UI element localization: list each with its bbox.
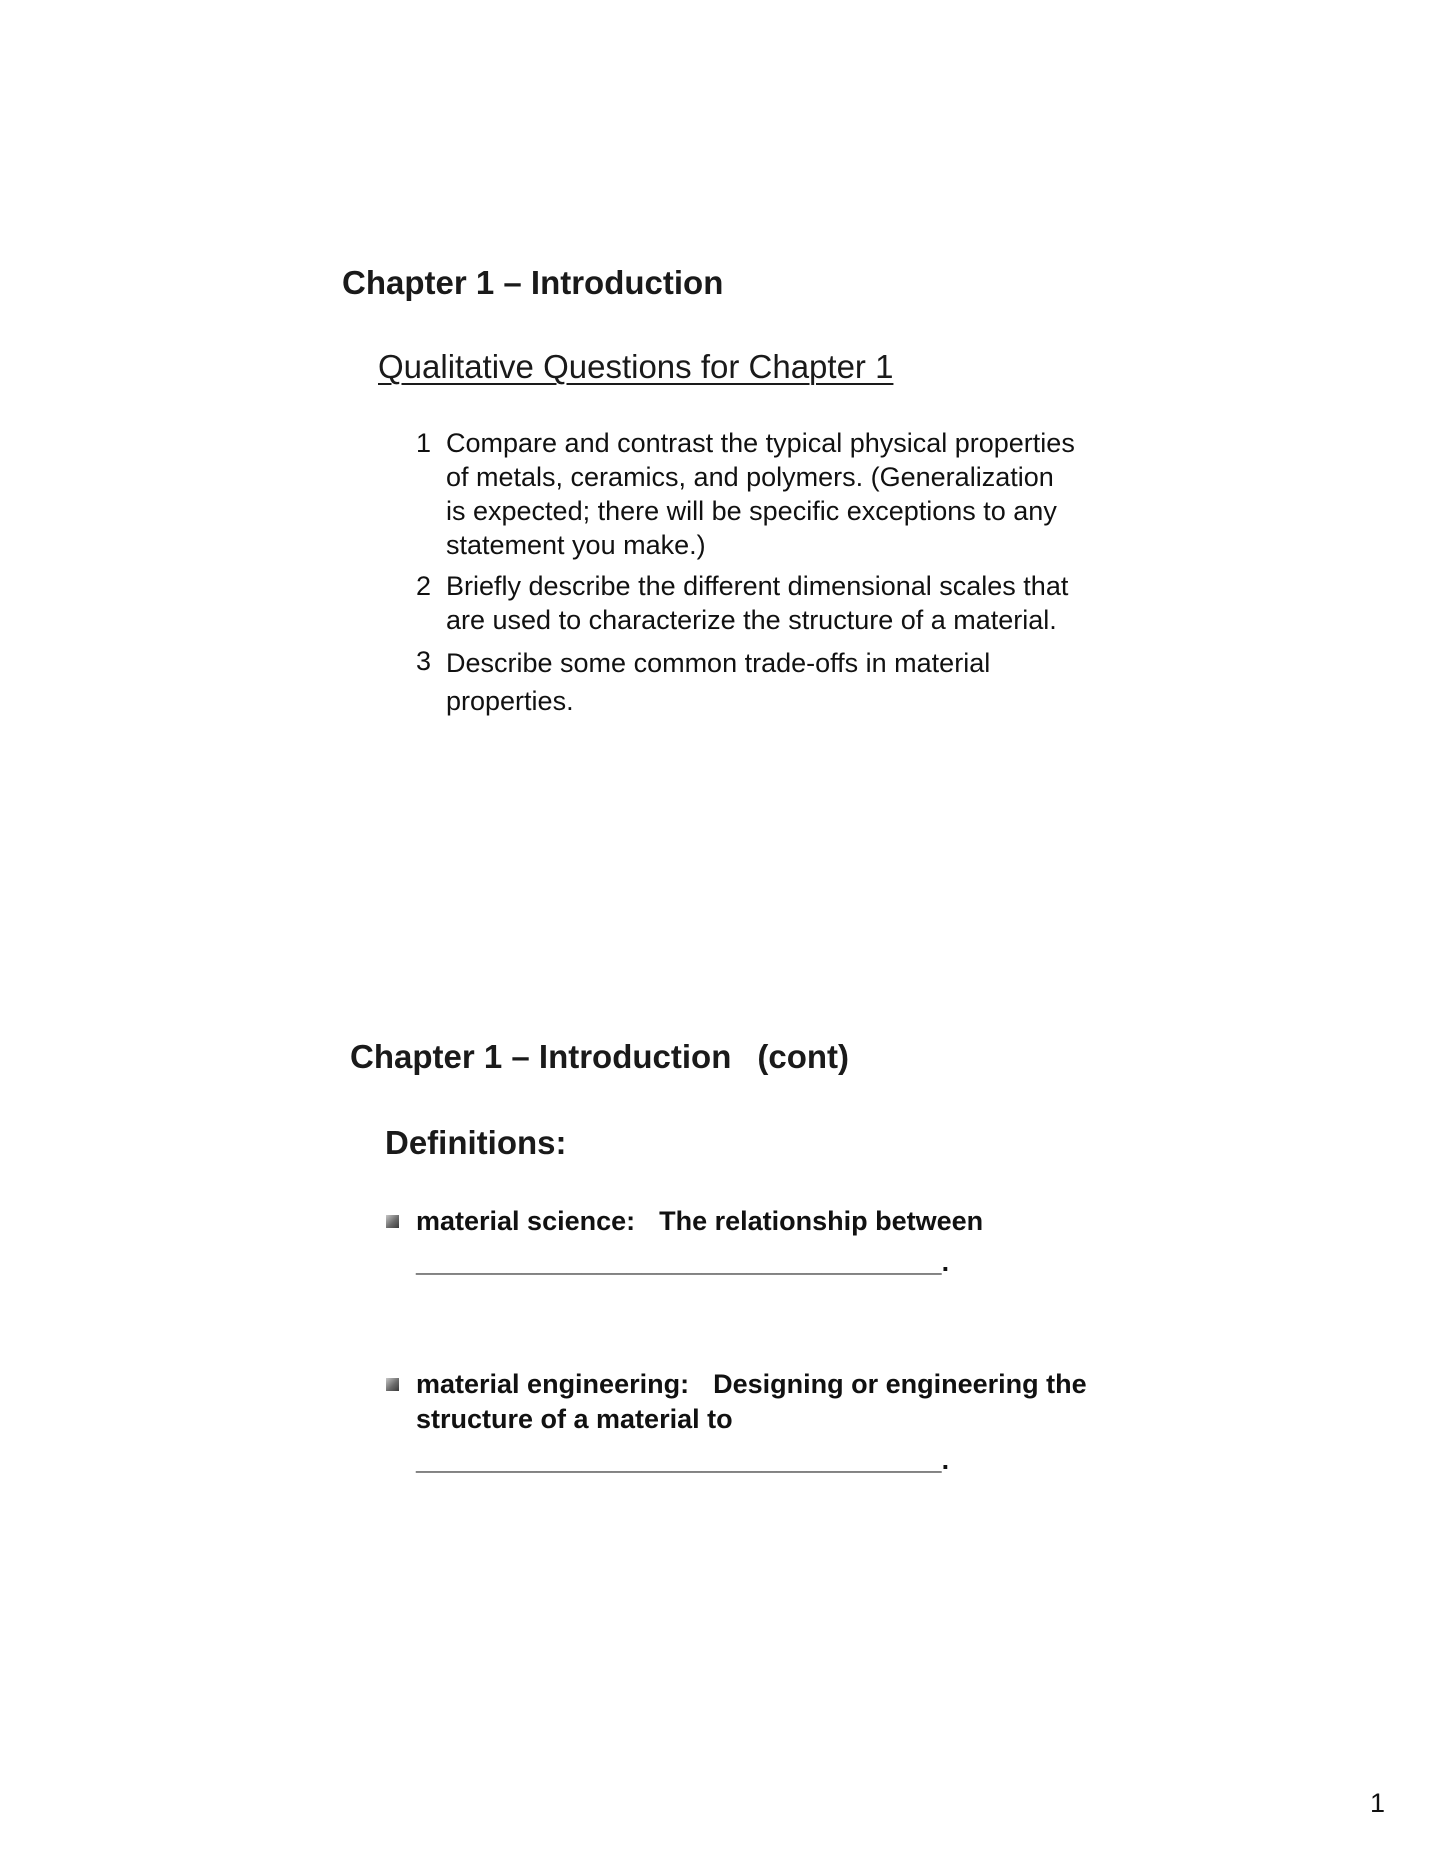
slide1-title: Chapter 1 – Introduction	[342, 264, 724, 301]
definition-body	[416, 1204, 1104, 1280]
definitions-heading: Definitions:	[385, 1124, 567, 1161]
question-text: Describe some common trade-offs in material properties.	[446, 648, 991, 716]
square-bullet-icon	[384, 1367, 416, 1478]
slide2-title-main: Chapter 1 – Introduction	[350, 1038, 732, 1075]
page-number: 1	[1370, 1788, 1386, 1818]
fill-in-blank: ___________________________________.	[416, 1247, 950, 1277]
slide2-title	[350, 1038, 849, 1076]
question-number: 1	[416, 428, 432, 458]
question-text: Briefly describe the different dimensional scales that are used to characterize the structure of a material.	[446, 571, 1069, 635]
question-list	[416, 426, 1076, 727]
question-number: 3	[416, 646, 432, 676]
slide2-title-suffix: (cont)	[757, 1038, 849, 1075]
square-bullet-icon	[384, 1204, 416, 1280]
definition-item	[384, 1204, 1104, 1280]
question-item	[416, 569, 1076, 637]
definition-description: Designing or engineering the structure of a material to	[416, 1369, 1087, 1434]
definition-term: material engineering:	[416, 1369, 690, 1399]
definition-description: The relationship between	[659, 1206, 984, 1236]
definition-item	[384, 1367, 1104, 1478]
definition-term: material science:	[416, 1206, 636, 1236]
slide1-subtitle: Qualitative Questions for Chapter 1	[378, 348, 894, 385]
question-item	[416, 426, 1076, 562]
question-text: Compare and contrast the typical physical properties of metals, ceramics, and polymers. (Generalization is expected; there will be specific exceptions to any statement you make.)	[446, 428, 1075, 560]
fill-in-blank: ___________________________________.	[416, 1445, 950, 1475]
question-number: 2	[416, 571, 432, 601]
question-item	[416, 644, 1076, 720]
definition-body	[416, 1367, 1104, 1478]
